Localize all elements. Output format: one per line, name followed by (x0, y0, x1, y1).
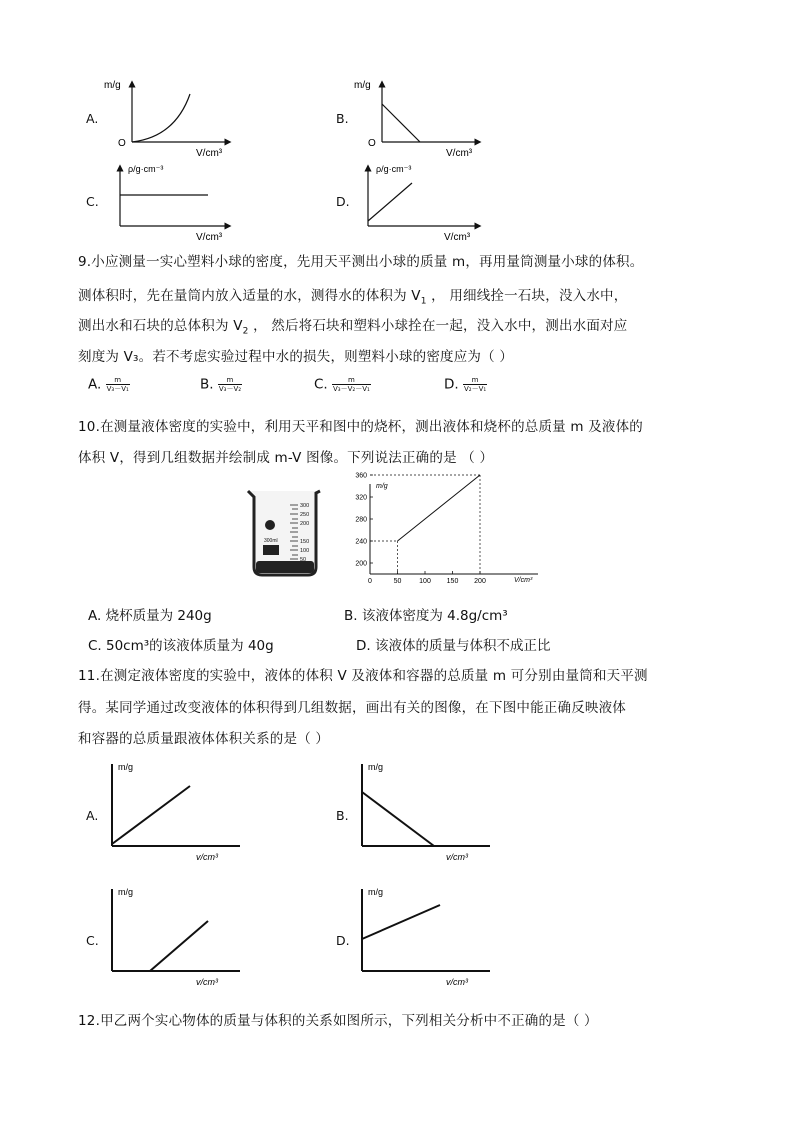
chart-y-label: m/g (376, 483, 388, 490)
q11-graph-d-option: D. (336, 933, 350, 948)
q11-line3: 和容器的总质量跟液体体积关系的是（ ） (78, 731, 330, 747)
mark: 300 (300, 503, 310, 509)
mark: 100 (300, 548, 310, 554)
beaker-image (244, 487, 326, 579)
x-label: V/cm³ (446, 148, 473, 159)
q11-graph-a-option: A. (86, 808, 99, 823)
q9-line4: 刻度为 V₃。若不考虑实验过程中水的损失，则塑料小球的密度应为（ ） (78, 349, 514, 365)
x-tick-label: 50 (393, 578, 402, 585)
mark: 150 (300, 539, 310, 545)
q11-graph-d (350, 883, 510, 991)
x-label: V/cm³ (444, 232, 471, 243)
mv-chart (342, 472, 542, 586)
q11-graph-c (100, 883, 260, 991)
y-tick-label: 360 (355, 472, 367, 480)
x-label: v/cm³ (446, 977, 468, 987)
x-label: v/cm³ (196, 852, 218, 862)
q11-line2: 得。某同学通过改变液体的体积得到几组数据，画出有关的图像，在下图中能正确反映液体 (78, 700, 626, 716)
y-label: m/g (118, 762, 134, 772)
top-graph-a (100, 72, 240, 160)
top-graph-a-option: A. (86, 111, 99, 126)
x-tick-label: 100 (419, 578, 431, 585)
chart-x-label: V/cm³ (514, 577, 533, 584)
y-tick-label: 200 (355, 560, 367, 568)
y-tick-label: 320 (355, 494, 367, 502)
q10-option-b: B. 该液体密度为 4.8g/cm³ (344, 608, 508, 624)
q10-line1: 10.在测量液体密度的实验中，利用天平和图中的烧杯，测出液体和烧杯的总质量 m 及液体的 (78, 419, 644, 435)
top-graph-b (350, 72, 490, 160)
q12-line1: 12.甲乙两个实心物体的质量与体积的关系如图所示，下列相关分析中不正确的是（ ） (78, 1013, 598, 1029)
q11-graph-a (100, 758, 260, 866)
origin: O (118, 138, 126, 149)
x-tick-label: 0 (368, 578, 372, 585)
q9-option-b: B. $\frac{m}{\text{V₃－V₂}}$ (200, 376, 242, 393)
top-graph-c (100, 158, 240, 244)
beaker-volume: 300ml (264, 538, 278, 544)
q10-line2: 体积 V，得到几组数据并绘制成 m-V 图像。下列说法正确的是 （ ） (78, 450, 494, 466)
mark: 50 (300, 557, 307, 563)
q9-line2: 测体积时，先在量筒内放入适量的水，测得水的体积为 $V_1$ ， 用细线拴一石块，没入水中， (78, 288, 628, 307)
x-tick-label: 200 (474, 578, 486, 585)
q9-option-c: C. $\frac{m}{\text{V₃－V₂－V₁}}$ (314, 376, 370, 393)
y-label: ρ/g·cm⁻³ (128, 164, 164, 174)
x-label: v/cm³ (446, 852, 468, 862)
x-label: V/cm³ (196, 148, 223, 159)
y-label: m/g (354, 80, 371, 91)
y-tick-label: 280 (355, 516, 367, 524)
q11-line1: 11.在测定液体密度的实验中，液体的体积 V 及液体和容器的总质量 m 可分别由量筒和天平测 (78, 668, 648, 684)
y-label: m/g (368, 887, 384, 897)
q9-line1: 9.小应测量一实心塑料小球的密度，先用天平测出小球的质量 m，再用量筒测量小球的体积。 (78, 254, 644, 270)
series-line (398, 475, 481, 541)
top-graph-d-option: D. (336, 194, 350, 209)
logo-icon (265, 520, 275, 530)
x-label: v/cm³ (196, 977, 218, 987)
top-graph-c-option: C. (86, 194, 99, 209)
y-label: m/g (104, 80, 121, 91)
x-label: V/cm³ (196, 232, 223, 243)
q11-graph-c-option: C. (86, 933, 99, 948)
mark: 200 (300, 521, 310, 527)
x-tick-label: 150 (446, 578, 459, 585)
y-label: ρ/g·cm⁻³ (376, 164, 412, 174)
origin: O (368, 138, 376, 149)
curve-up (132, 94, 190, 142)
mark: 250 (300, 512, 310, 518)
q10-option-c: C. 50cm³的该液体质量为 40g (88, 638, 274, 654)
q9-option-d: D. $\frac{m}{\text{V₂－V₁}}$ (444, 376, 487, 393)
q9-line3: 测出水和石块的总体积为 $V_2$ ， 然后将石块和塑料小球拴在一起，没入水中，测出水面对应 (78, 318, 628, 337)
y-tick-label: 240 (355, 538, 367, 546)
top-graph-b-option: B. (336, 111, 349, 126)
q9-option-a: A. $\frac{m}{\text{V₃－V₁}}$ (88, 376, 129, 393)
q11-graph-b-option: B. (336, 808, 349, 823)
y-label: m/g (118, 887, 134, 897)
y-label: m/g (368, 762, 384, 772)
q10-option-d: D. 该液体的质量与体积不成正比 (356, 638, 551, 654)
q10-option-a: A. 烧杯质量为 240g (88, 608, 212, 624)
top-graph-d (350, 158, 490, 244)
q11-graph-b (350, 758, 510, 866)
